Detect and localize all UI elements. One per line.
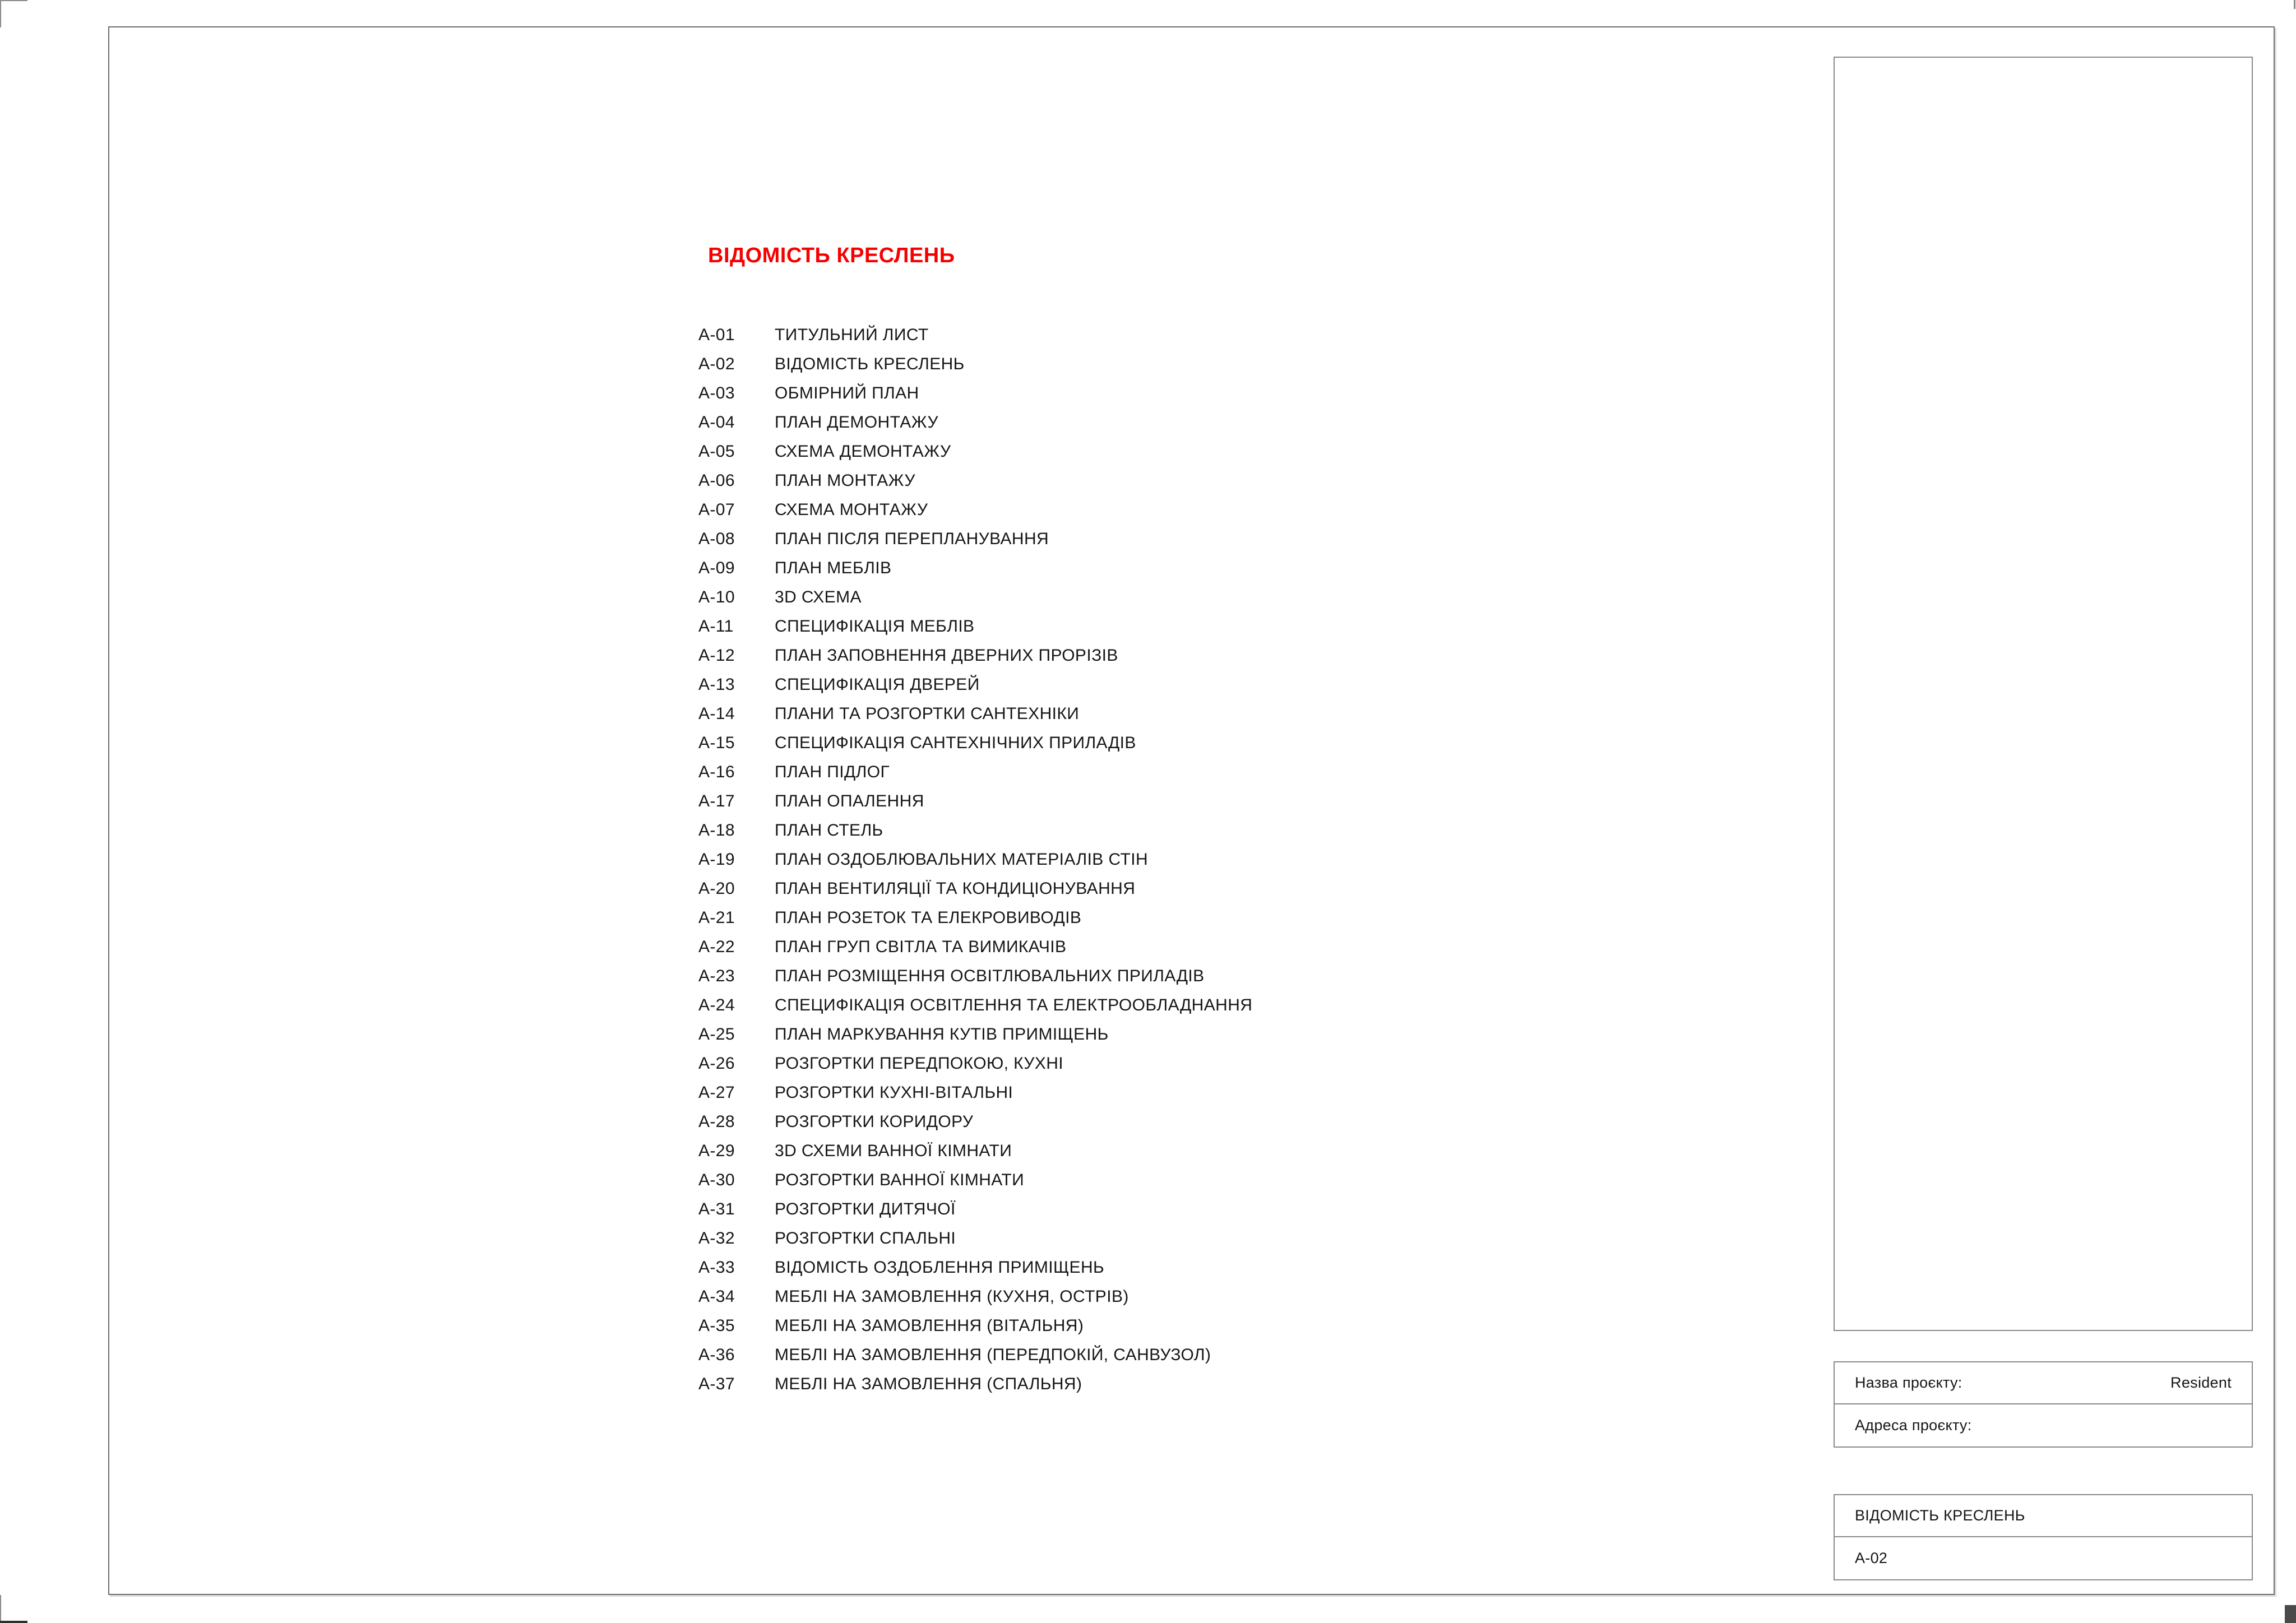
list-item	[698, 379, 1252, 408]
sheet-title: ПЛАН МЕБЛІВ	[775, 559, 892, 577]
list-item	[698, 495, 1252, 525]
list-item	[698, 554, 1252, 583]
sheet-code: А-19	[698, 850, 735, 869]
project-name-row	[1835, 1362, 2252, 1404]
sheet-title: РОЗГОРТКИ КУХНІ-ВІТАЛЬНІ	[775, 1083, 1013, 1102]
list-item	[698, 1341, 1252, 1370]
sheet-code: А-07	[698, 500, 735, 519]
title-block-project	[1834, 1361, 2253, 1448]
sheet-title: ПЛАН ПІДЛОГ	[775, 763, 890, 781]
sheet-code: А-13	[698, 675, 735, 694]
sheet-code: А-24	[698, 996, 735, 1014]
sheet-title: МЕБЛІ НА ЗАМОВЛЕННЯ (ВІТАЛЬНЯ)	[775, 1316, 1084, 1335]
list-item	[698, 787, 1252, 816]
sheet-title: ПЛАН РОЗМІЩЕННЯ ОСВІТЛЮВАЛЬНИХ ПРИЛАДІВ	[775, 967, 1205, 985]
sheet-code: А-21	[698, 908, 735, 927]
sheet-code: А-22	[698, 938, 735, 956]
list-item	[698, 525, 1252, 554]
adjacent-sheet-corner-top-left	[0, 0, 27, 1]
sheet-title: ПЛАН РОЗЕТОК ТА ЕЛЕКРОВИВОДІВ	[775, 908, 1082, 927]
list-item	[698, 874, 1252, 903]
sheet-title: ВІДОМІСТЬ ОЗДОБЛЕННЯ ПРИМІЩЕНЬ	[775, 1258, 1105, 1277]
sheet-title: ПЛАН МОНТАЖУ	[775, 471, 915, 490]
sheet-title: ВІДОМІСТЬ КРЕСЛЕНЬ	[775, 355, 965, 373]
sheet-title: ПЛАН ОЗДОБЛЮВАЛЬНИХ МАТЕРІАЛІВ СТІН	[775, 850, 1149, 869]
drawing-list	[698, 321, 1252, 1399]
sheet-title: ПЛАН ВЕНТИЛЯЦІЇ ТА КОНДИЦІОНУВАННЯ	[775, 879, 1136, 898]
sheet-code: А-03	[698, 384, 735, 402]
adjacent-sheet-corner-top-right	[2294, 0, 2295, 9]
list-item	[698, 1107, 1252, 1137]
sheet-title-row	[1835, 1495, 2252, 1537]
sheet-title: СПЕЦИФІКАЦІЯ ОСВІТЛЕННЯ ТА ЕЛЕКТРООБЛАДНАННЯ	[775, 996, 1253, 1014]
sheet-code: А-32	[698, 1229, 735, 1248]
sheet-code: А-28	[698, 1112, 735, 1131]
sheet-code: А-36	[698, 1346, 735, 1364]
adjacent-sheet-corner-bottom-left	[0, 1621, 27, 1623]
list-item	[698, 1137, 1252, 1166]
list-item	[698, 1311, 1252, 1341]
list-item	[698, 1224, 1252, 1253]
sheet-number-row	[1835, 1537, 2252, 1579]
sheet-title: ПЛАН СТЕЛЬ	[775, 821, 883, 840]
sheet-title: СПЕЦИФІКАЦІЯ САНТЕХНІЧНИХ ПРИЛАДІВ	[775, 734, 1136, 752]
sheet-title: СПЕЦИФІКАЦІЯ МЕБЛІВ	[775, 617, 975, 636]
sheet-code: А-11	[698, 617, 734, 636]
sheet-title: МЕБЛІ НА ЗАМОВЛЕННЯ (КУХНЯ, ОСТРІВ)	[775, 1287, 1129, 1306]
adjacent-sheet-corner-bottom-left	[0, 1595, 1, 1623]
list-item	[698, 699, 1252, 729]
sheet-code: А-01	[698, 326, 735, 344]
sheet-code: А-33	[698, 1258, 735, 1277]
sheet-title: ПЛАНИ ТА РОЗГОРТКИ САНТЕХНІКИ	[775, 704, 1080, 723]
sheet-code: А-30	[698, 1171, 735, 1189]
sheet-code: А-14	[698, 704, 735, 723]
sheet-title: СХЕМА ДЕМОНТАЖУ	[775, 442, 951, 461]
sheet-title: ПЛАН ЗАПОВНЕННЯ ДВЕРНИХ ПРОРІЗІВ	[775, 646, 1118, 665]
sheet-title: СПЕЦИФІКАЦІЯ ДВЕРЕЙ	[775, 675, 980, 694]
sheet-title: РОЗГОРТКИ КОРИДОРУ	[775, 1112, 974, 1131]
sheet-code: А-20	[698, 879, 735, 898]
list-item	[698, 408, 1252, 437]
sheet-code: А-02	[698, 355, 735, 373]
title-block-sheet	[1834, 1494, 2253, 1580]
list-item	[698, 466, 1252, 495]
sheet-code: А-16	[698, 763, 735, 781]
sheet-code: А-35	[698, 1316, 735, 1335]
sheet-title: РОЗГОРТКИ СПАЛЬНІ	[775, 1229, 956, 1248]
sheet-code: А-31	[698, 1200, 735, 1218]
sheet-code: А-25	[698, 1025, 735, 1044]
list-item	[698, 933, 1252, 962]
sheet-code: А-09	[698, 559, 735, 577]
project-name-label: Назва проєкту:	[1855, 1374, 1962, 1391]
sheet-number: А-02	[1855, 1550, 1888, 1566]
sheet-title: ПЛАН ОПАЛЕННЯ	[775, 792, 924, 810]
sheet-code: А-08	[698, 530, 735, 548]
list-item	[698, 758, 1252, 787]
sheet-code: А-05	[698, 442, 735, 461]
sheet-title: ТИТУЛЬНИЙ ЛИСТ	[775, 326, 929, 344]
sheet-code: А-04	[698, 413, 735, 432]
sheet-title: ПЛАН ГРУП СВІТЛА ТА ВИМИКАЧІВ	[775, 938, 1067, 956]
project-address-label: Адреса проєкту:	[1855, 1417, 1972, 1434]
drawing-sheet	[108, 26, 2275, 1595]
sheet-code: А-10	[698, 588, 735, 606]
list-item	[698, 1166, 1252, 1195]
sheet-title: МЕБЛІ НА ЗАМОВЛЕННЯ (СПАЛЬНЯ)	[775, 1375, 1082, 1393]
sheet-title: РОЗГОРТКИ ДИТЯЧОЇ	[775, 1200, 956, 1218]
sheet-code: А-12	[698, 646, 735, 665]
adjacent-sheet-corner-bottom-right	[2285, 1605, 2296, 1623]
sheet-code: А-26	[698, 1054, 735, 1073]
list-item	[698, 583, 1252, 612]
sheet-title: РОЗГОРТКИ ВАННОЇ КІМНАТИ	[775, 1171, 1025, 1189]
project-name-value: Resident	[2170, 1374, 2232, 1391]
sheet-title: ОБМІРНИЙ ПЛАН	[775, 384, 919, 402]
sheet-code: А-18	[698, 821, 735, 840]
sheet-title: РОЗГОРТКИ ПЕРЕДПОКОЮ, КУХНІ	[775, 1054, 1063, 1073]
list-item	[698, 729, 1252, 758]
sheet-code: А-06	[698, 471, 735, 490]
adjacent-sheet-corner-top-left	[0, 0, 1, 27]
sheet-title: ПЛАН ПІСЛЯ ПЕРЕПЛАНУВАННЯ	[775, 530, 1049, 548]
sheet-title: СХЕМА МОНТАЖУ	[775, 500, 928, 519]
list-item	[698, 991, 1252, 1020]
sheet-title: 3D СХЕМА	[775, 588, 862, 606]
sheet-code: А-37	[698, 1375, 735, 1393]
list-item	[698, 612, 1252, 641]
list-item	[698, 670, 1252, 699]
list-item	[698, 350, 1252, 379]
sheet-code: А-17	[698, 792, 735, 810]
sheet-code: А-27	[698, 1083, 735, 1102]
sheet-title: 3D СХЕМИ ВАННОЇ КІМНАТИ	[775, 1142, 1012, 1160]
project-address-row	[1835, 1404, 2252, 1446]
list-item	[698, 1282, 1252, 1311]
page-title: ВІДОМІСТЬ КРЕСЛЕНЬ	[708, 244, 955, 267]
list-item	[698, 321, 1252, 350]
list-item	[698, 845, 1252, 874]
sheet-title: ВІДОМІСТЬ КРЕСЛЕНЬ	[1855, 1507, 2025, 1524]
list-item	[698, 816, 1252, 845]
sheet-title: ПЛАН ДЕМОНТАЖУ	[775, 413, 938, 432]
sheet-code: А-29	[698, 1142, 735, 1160]
sheet-title: МЕБЛІ НА ЗАМОВЛЕННЯ (ПЕРЕДПОКІЙ, САНВУЗОЛ)	[775, 1346, 1211, 1364]
sheet-code: А-23	[698, 967, 735, 985]
list-item	[698, 1253, 1252, 1282]
list-item	[698, 1020, 1252, 1049]
list-item	[698, 903, 1252, 933]
list-item	[698, 437, 1252, 466]
sheet-title: ПЛАН МАРКУВАННЯ КУТІВ ПРИМІЩЕНЬ	[775, 1025, 1109, 1044]
sheet-code: А-34	[698, 1287, 735, 1306]
list-item	[698, 1195, 1252, 1224]
list-item	[698, 1370, 1252, 1399]
sheet-code: А-15	[698, 734, 735, 752]
list-item	[698, 962, 1252, 991]
list-item	[698, 1049, 1252, 1078]
empty-plot-box	[1834, 57, 2253, 1331]
list-item	[698, 641, 1252, 670]
list-item	[698, 1078, 1252, 1107]
